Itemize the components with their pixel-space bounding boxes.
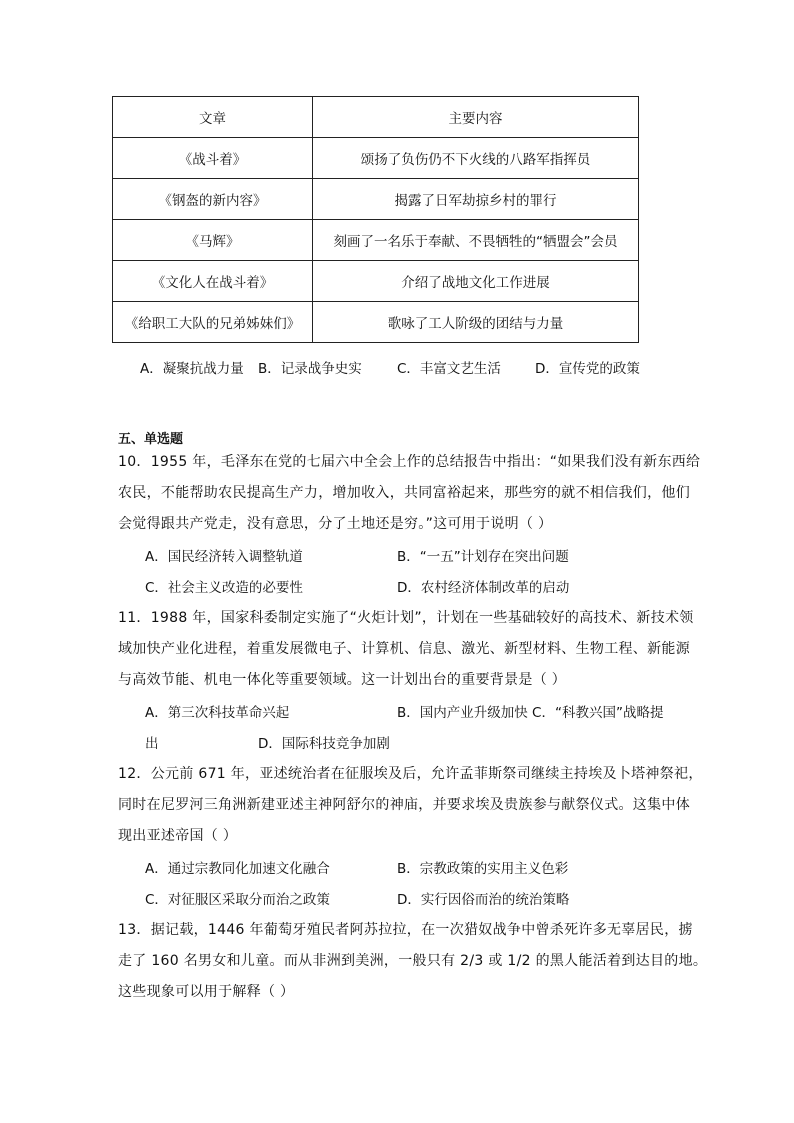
q12-option-d[interactable]: D．实行因俗而治的统治策略	[397, 892, 570, 908]
q11-option-d[interactable]: D．国际科技竞争加剧	[258, 736, 390, 752]
q10-option-b[interactable]: B．“一五”计划存在突出问题	[397, 549, 569, 565]
table-cell-content: 介绍了战地文化工作进展	[313, 261, 639, 302]
q13-stem-line: 13．据记载，1446 年葡萄牙殖民者阿苏拉拉，在一次猎奴战争中曾杀死许多无辜居民，掳	[118, 922, 693, 938]
q12-stem-line: 12．公元前 671 年，亚述统治者在征服埃及后，允许孟菲斯祭司继续主持埃及卜塔神祭祀，	[118, 766, 703, 782]
table-cell-article: 《钢盔的新内容》	[113, 179, 313, 220]
table-cell-content: 颂扬了负伤仍不下火线的八路军指挥员	[313, 138, 639, 179]
q10-stem-line: 10．1955 年，毛泽东在党的七届六中全会上作的总结报告中指出：“如果我们没有新东西给	[118, 454, 701, 470]
q11-option-c-cont: 出	[145, 736, 159, 752]
q9-option-d[interactable]: D．宣传党的政策	[535, 361, 640, 377]
article-content-table	[112, 96, 639, 343]
q10-option-d[interactable]: D．农村经济体制改革的启动	[397, 580, 570, 596]
q9-option-a[interactable]: A．凝聚抗战力量	[140, 361, 244, 377]
table-row	[113, 138, 639, 179]
table-header-row	[113, 97, 639, 138]
q12-option-c[interactable]: C．对征服区采取分而治之政策	[145, 892, 330, 908]
q12-stem-line: 现出亚述帝国（ ）	[118, 828, 238, 844]
table-cell-article: 《战斗着》	[113, 138, 313, 179]
q10-option-c[interactable]: C．社会主义改造的必要性	[145, 580, 303, 596]
table-cell-content: 歌咏了工人阶级的团结与力量	[313, 302, 639, 343]
table-cell-article: 《马辉》	[113, 220, 313, 261]
section-title: 五、单选题	[118, 432, 184, 447]
q12-option-b[interactable]: B．宗教政策的实用主义色彩	[397, 861, 569, 877]
q9-option-c[interactable]: C．丰富文艺生活	[397, 361, 501, 377]
table-row	[113, 179, 639, 220]
q11-stem-line: 11．1988 年，国家科委制定实施了“火炬计划”，计划在一些基础较好的高技术、新技术领	[118, 610, 694, 626]
q11-stem-line: 与高效节能、机电一体化等重要领域。这一计划出台的重要背景是（ ）	[118, 672, 567, 688]
q11-option-bc[interactable]: B．国内产业升级加快 C．“科教兴国”战略提	[397, 705, 664, 721]
table-header-article: 文章	[113, 97, 313, 138]
q10-stem-line: 会觉得跟共产党走，没有意思，分了土地还是穷。”这可用于说明（ ）	[118, 516, 553, 532]
q10-option-a[interactable]: A．国民经济转入调整轨道	[145, 549, 303, 565]
q9-option-b[interactable]: B．记录战争史实	[258, 361, 362, 377]
table-cell-content: 揭露了日军劫掠乡村的罪行	[313, 179, 639, 220]
q11-stem-line: 域加快产业化进程，着重发展微电子、计算机、信息、激光、新型材料、生物工程、新能源	[118, 641, 690, 657]
table-row	[113, 261, 639, 302]
q13-stem-line: 走了 160 名男女和儿童。而从非洲到美洲，一般只有 2/3 或 1/2 的黑人能活着到达目的地。	[118, 953, 708, 969]
table-row	[113, 302, 639, 343]
table-header-content: 主要内容	[313, 97, 639, 138]
table-cell-content: 刻画了一名乐于奉献、不畏牺牲的“牺盟会”会员	[313, 220, 639, 261]
q12-option-a[interactable]: A．通过宗教同化加速文化融合	[145, 861, 330, 877]
table-row	[113, 220, 639, 261]
q11-option-a[interactable]: A．第三次科技革命兴起	[145, 705, 290, 721]
table-cell-article: 《文化人在战斗着》	[113, 261, 313, 302]
q10-stem-line: 农民，不能帮助农民提高生产力，增加收入，共同富裕起来，那些穷的就不相信我们，他们	[118, 485, 690, 501]
q13-stem-line: 这些现象可以用于解释（ ）	[118, 984, 295, 1000]
q12-stem-line: 同时在尼罗河三角洲新建亚述主神阿舒尔的神庙，并要求埃及贵族参与献祭仪式。这集中体	[118, 797, 690, 813]
table-cell-article: 《给职工大队的兄弟姊妹们》	[113, 302, 313, 343]
